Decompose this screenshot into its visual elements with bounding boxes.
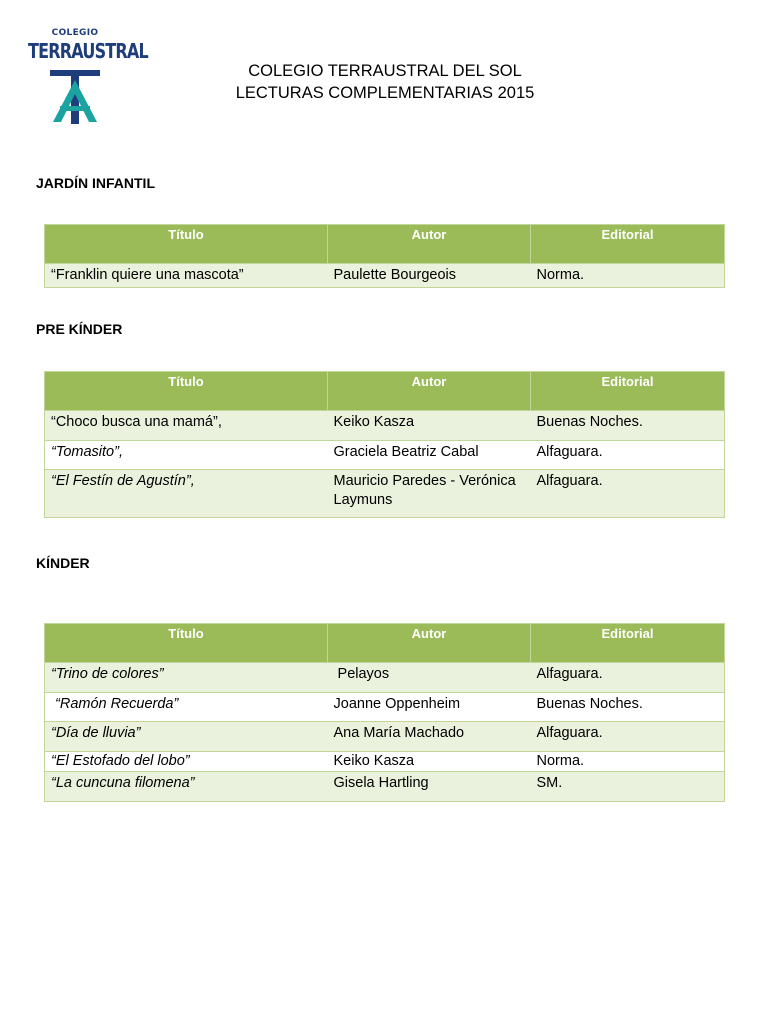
table-header-row xyxy=(45,372,725,411)
column-header-publisher: Editorial xyxy=(531,372,725,411)
section-title-jardin-infantil: JARDÍN INFANTIL xyxy=(36,175,155,191)
book-author: Keiko Kasza xyxy=(328,411,531,441)
book-publisher: Norma. xyxy=(531,264,725,288)
section-title-pre-kinder: PRE KÍNDER xyxy=(36,321,123,337)
book-publisher: Buenas Noches. xyxy=(531,411,725,441)
book-publisher: Alfaguara. xyxy=(531,441,725,470)
document-header xyxy=(180,60,590,104)
book-author: Paulette Bourgeois xyxy=(328,264,531,288)
book-title: “Trino de colores” xyxy=(45,663,328,693)
column-header-publisher: Editorial xyxy=(531,225,725,264)
book-publisher: SM. xyxy=(531,772,725,802)
book-title: “Franklin quiere una mascota” xyxy=(45,264,328,288)
table-row xyxy=(45,264,725,288)
book-author: Gisela Hartling xyxy=(328,772,531,802)
book-publisher: Buenas Noches. xyxy=(531,693,725,722)
book-title: “El Estofado del lobo” xyxy=(45,752,328,772)
school-logo xyxy=(28,28,148,126)
table-pre-kinder xyxy=(44,371,725,518)
column-header-title: Título xyxy=(45,372,328,411)
book-publisher: Alfaguara. xyxy=(531,470,725,518)
section-title-kinder: KÍNDER xyxy=(36,555,90,571)
column-header-title: Título xyxy=(45,624,328,663)
book-title: “Ramón Recuerda” xyxy=(45,693,328,722)
book-title: “El Festín de Agustín”, xyxy=(45,470,328,518)
column-header-title: Título xyxy=(45,225,328,264)
book-publisher: Alfaguara. xyxy=(531,663,725,693)
table-row xyxy=(45,470,725,518)
book-publisher: Norma. xyxy=(531,752,725,772)
column-header-author: Autor xyxy=(328,372,531,411)
column-header-author: Autor xyxy=(328,225,531,264)
book-author: Mauricio Paredes - Verónica Laymuns xyxy=(328,470,531,518)
book-author: Keiko Kasza xyxy=(328,752,531,772)
table-row xyxy=(45,772,725,802)
book-author: Ana María Machado xyxy=(328,722,531,752)
table-row xyxy=(45,722,725,752)
header-subtitle: LECTURAS COMPLEMENTARIAS 2015 xyxy=(235,84,535,102)
table-header-row xyxy=(45,225,725,264)
logo-small-text: COLEGIO xyxy=(51,28,99,38)
table-kinder xyxy=(44,623,725,802)
book-title: “Día de lluvia” xyxy=(45,722,328,752)
logo-big-text: TERRAUSTRAL xyxy=(28,39,148,63)
book-author: Pelayos xyxy=(328,663,531,693)
logo-emblem-icon xyxy=(50,70,100,124)
header-school-name: COLEGIO TERRAUSTRAL DEL SOL xyxy=(248,62,522,80)
column-header-publisher: Editorial xyxy=(531,624,725,663)
book-title: “Tomasito”, xyxy=(45,441,328,470)
table-row xyxy=(45,752,725,772)
table-row xyxy=(45,441,725,470)
book-title: “Choco busca una mamá”, xyxy=(45,411,328,441)
table-row xyxy=(45,411,725,441)
column-header-author: Autor xyxy=(328,624,531,663)
book-publisher: Alfaguara. xyxy=(531,722,725,752)
table-jardin-infantil xyxy=(44,224,725,288)
book-author: Graciela Beatriz Cabal xyxy=(328,441,531,470)
table-row xyxy=(45,663,725,693)
book-title: “La cuncuna filomena” xyxy=(45,772,328,802)
table-row xyxy=(45,693,725,722)
book-author: Joanne Oppenheim xyxy=(328,693,531,722)
table-header-row xyxy=(45,624,725,663)
